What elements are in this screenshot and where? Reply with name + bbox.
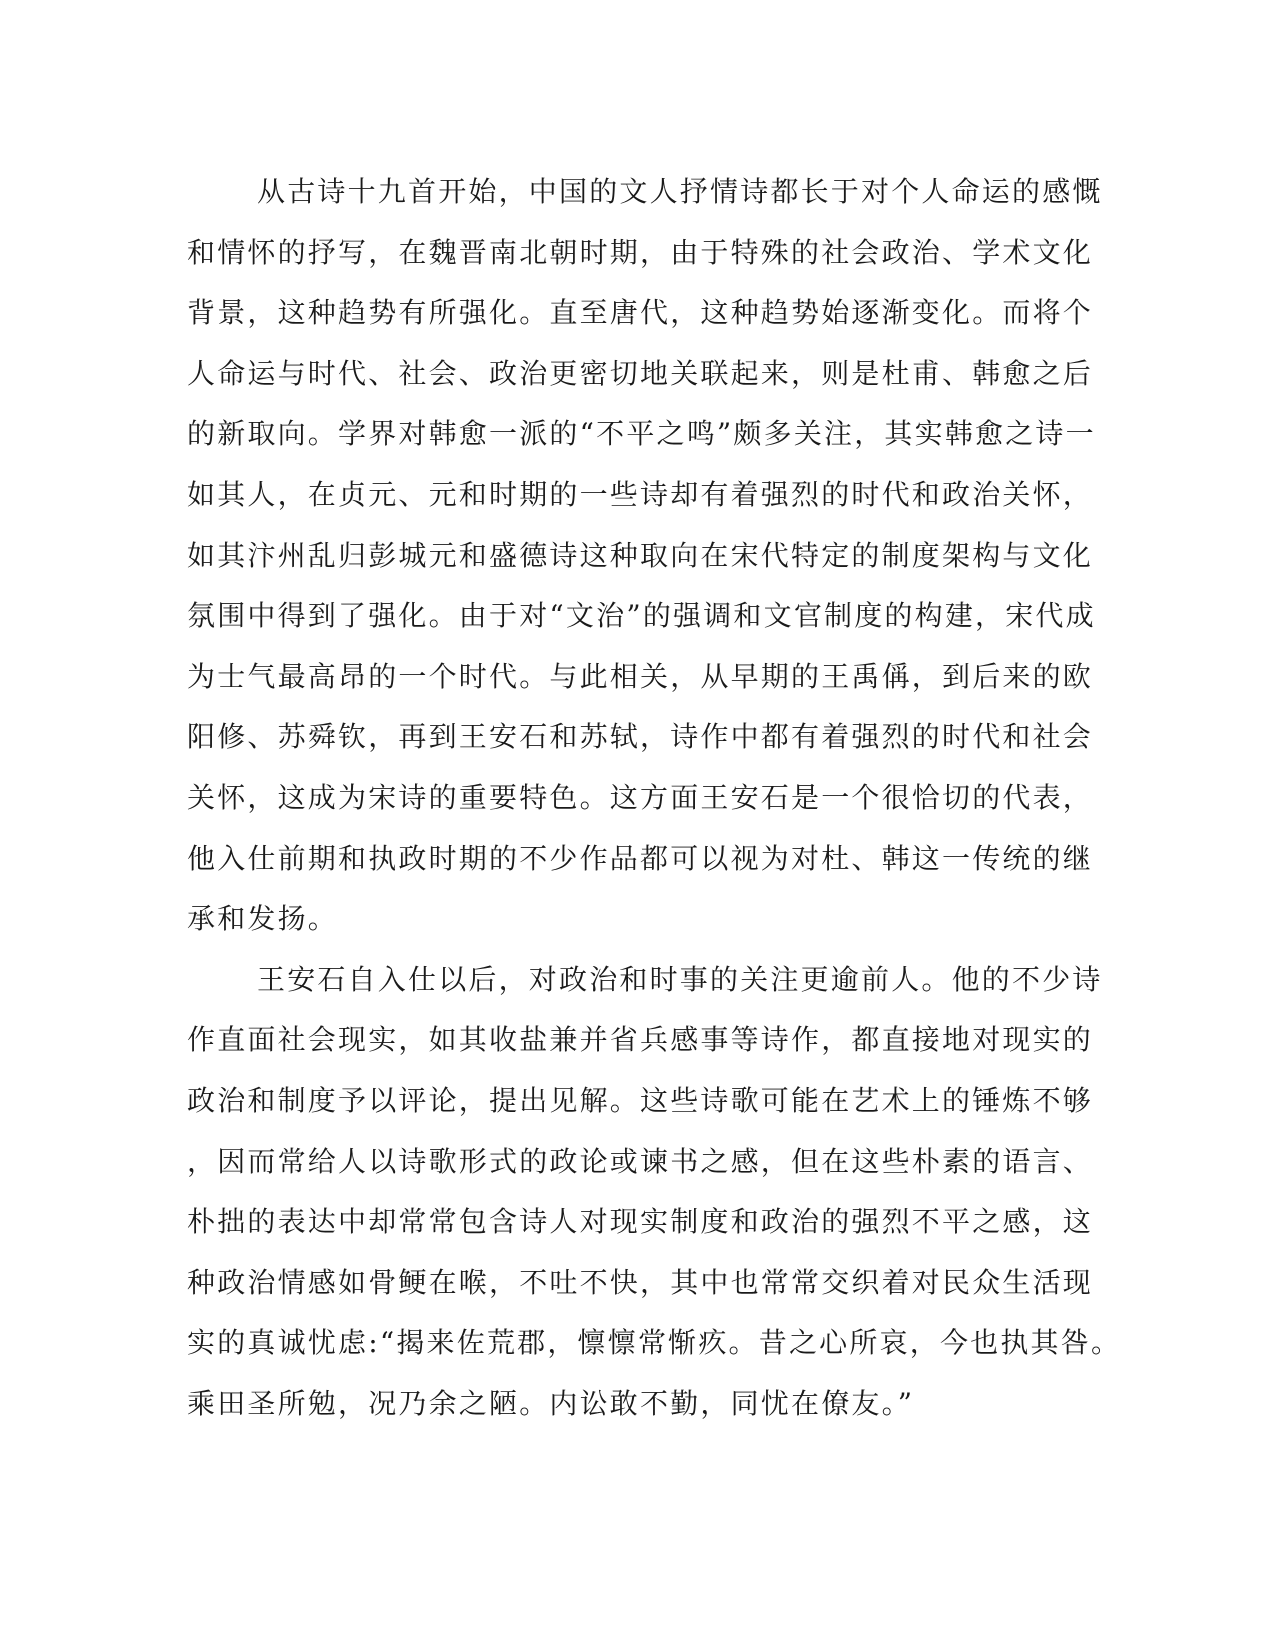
text-line: 他入仕前期和执政时期的不少作品都可以视为对杜、韩这一传统的继 xyxy=(187,841,1094,875)
text-line: 为士气最高昂的一个时代。与此相关，从早期的王禹偁，到后来的欧 xyxy=(187,659,1094,693)
text-line: 朴拙的表达中却常常包含诗人对现实制度和政治的强烈不平之感，这 xyxy=(187,1205,1094,1239)
text-line: ，因而常给人以诗歌形式的政论或谏书之感，但在这些朴素的语言、 xyxy=(187,1144,1094,1178)
text-line: 的新取向。学界对韩愈一派的“不平之鸣”颇多关注，其实韩愈之诗一 xyxy=(187,417,1096,451)
text-line: 背景，这种趋势有所强化。直至唐代，这种趋势始逐渐变化。而将个 xyxy=(187,296,1094,330)
text-line: 关怀，这成为宋诗的重要特色。这方面王安石是一个很恰切的代表， xyxy=(187,780,1094,814)
text-line: 承和发扬。 xyxy=(187,902,339,936)
text-line: 从古诗十九首开始，中国的文人抒情诗都长于对个人命运的感慨 xyxy=(257,175,1103,208)
text-line: 种政治情感如骨鲠在喉，不吐不快，其中也常常交织着对民众生活现 xyxy=(187,1265,1094,1299)
paragraph-1 xyxy=(187,162,1103,950)
paragraph-2 xyxy=(187,950,1122,1435)
text-line: 作直面社会现实，如其收盐兼并省兵感事等诗作，都直接地对现实的 xyxy=(187,1023,1094,1057)
text-line: 阳修、苏舜钦，再到王安石和苏轼，诗作中都有着强烈的时代和社会 xyxy=(187,720,1094,754)
text-line: 政治和制度予以评论，提出见解。这些诗歌可能在艺术上的锤炼不够 xyxy=(187,1083,1094,1117)
text-line: 氛围中得到了强化。由于对“文治”的强调和文官制度的构建，宋代成 xyxy=(187,599,1096,633)
text-line: 和情怀的抒写，在魏晋南北朝时期，由于特殊的社会政治、学术文化 xyxy=(187,235,1094,269)
text-line: 王安石自入仕以后，对政治和时事的关注更逾前人。他的不少诗 xyxy=(257,962,1103,996)
text-line: 人命运与时代、社会、政治更密切地关联起来，则是杜甫、韩愈之后 xyxy=(187,356,1094,390)
body-text xyxy=(187,162,1122,1434)
text-line: 如其人，在贞元、元和时期的一些诗却有着强烈的时代和政治关怀， xyxy=(187,477,1094,511)
text-line: 乘田圣所勉，况乃余之陋。内讼敢不勤，同忧在僚友。” xyxy=(187,1386,915,1420)
text-line: 如其汴州乱归彭城元和盛德诗这种取向在宋代特定的制度架构与文化 xyxy=(187,538,1094,572)
text-line: 实的真诚忧虑:“揭来佐荒郡，懔懔常惭疚。昔之心所哀，今也执其咎。 xyxy=(187,1326,1122,1360)
